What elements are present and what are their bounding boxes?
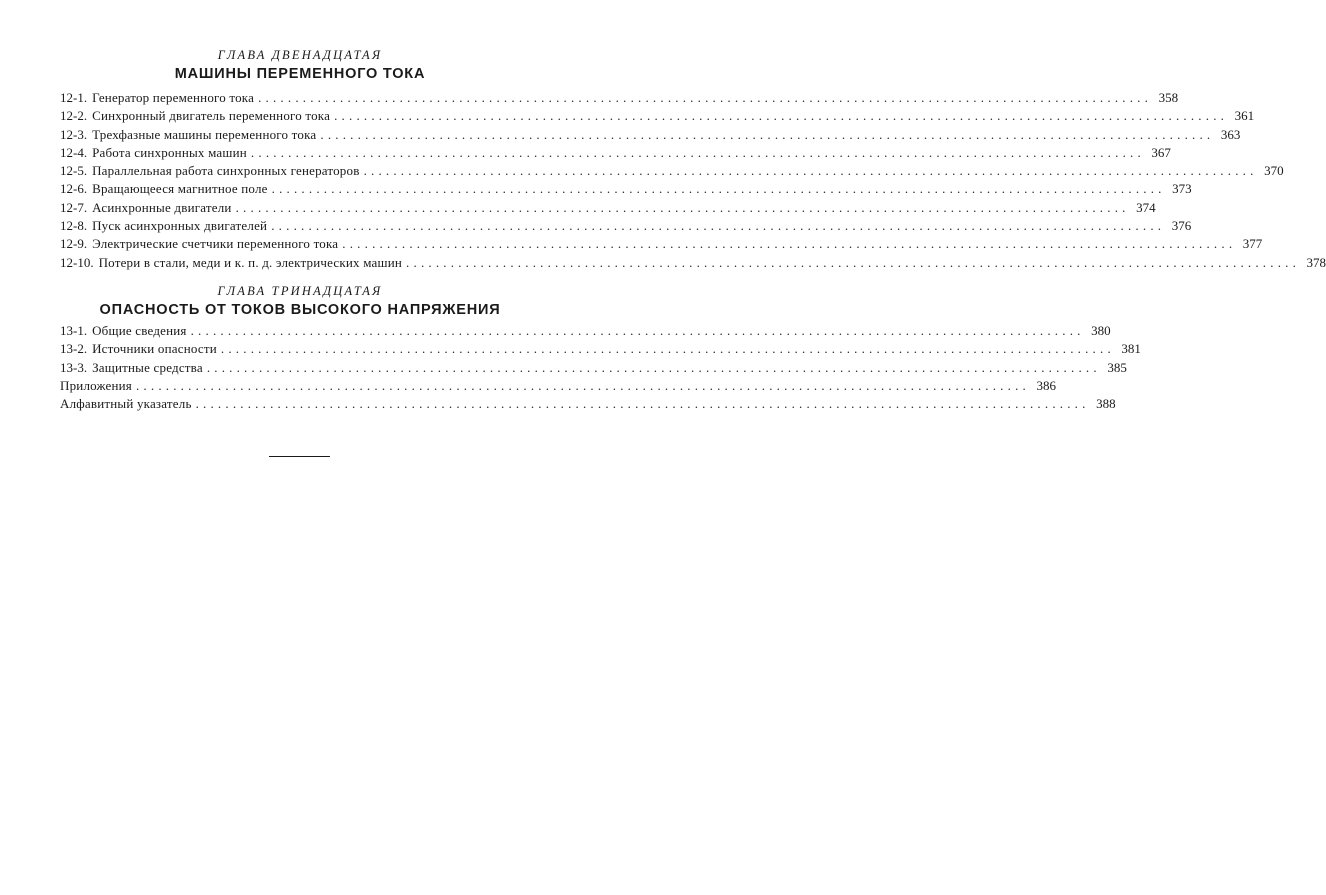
- toc-entry-number: 12-10.: [60, 254, 94, 270]
- toc-entry-page: 381: [1121, 341, 1141, 357]
- chapter-12-entries: [60, 89, 1326, 272]
- toc-dot-leader: ........................................................................................................................: [190, 323, 1085, 338]
- toc-entry: [60, 340, 1141, 358]
- toc-entry-title: Общие сведения: [92, 323, 187, 338]
- toc-entry-page: 361: [1234, 108, 1255, 124]
- toc-entry-page: 376: [1171, 218, 1192, 234]
- toc-dot-leader: ........................................................................................................................: [320, 126, 1215, 142]
- toc-entry-number: 12-5.: [60, 163, 88, 179]
- toc-entry-title: Параллельная работа синхронных генераторов: [92, 163, 360, 179]
- toc-entry-title: Электрические счетчики переменного тока: [92, 236, 339, 252]
- toc-dot-leader: ........................................................................................................................: [406, 254, 1301, 270]
- chapter-12-label: ГЛАВА ДВЕНАДЦАТАЯ: [217, 48, 383, 62]
- toc-dot-leader: ........................................................................................................................: [334, 108, 1229, 124]
- toc-dot-leader: ........................................................................................................................: [342, 236, 1237, 252]
- toc-entry: [60, 395, 1116, 413]
- toc-entry-title: Источники опасности: [92, 341, 217, 357]
- toc-entry: [60, 217, 1192, 235]
- toc-entry-page: 386: [1036, 377, 1056, 393]
- toc-entry: [60, 199, 1156, 217]
- toc-entry-title: Алфавитный указатель: [60, 396, 192, 412]
- toc-dot-leader: ........................................................................................................................: [235, 199, 1130, 215]
- toc-dot-leader: ........................................................................................................................: [195, 396, 1090, 412]
- toc-entry: [60, 107, 1255, 125]
- toc-entry-page: 358: [1158, 90, 1179, 105]
- toc-entry-page: 388: [1096, 396, 1116, 412]
- toc-dot-leader: ........................................................................................................................: [258, 90, 1153, 105]
- toc-entry-page: 373: [1172, 181, 1192, 197]
- end-rule: [269, 456, 330, 457]
- toc-entry-number: 12-3.: [60, 126, 88, 142]
- toc-entry-number: 12-4.: [60, 144, 88, 160]
- toc-entry: [60, 180, 1192, 198]
- toc-entry-title: Потери в стали, меди и к. п. д. электрических машин: [98, 254, 403, 270]
- chapter-13-title: ОПАСНОСТЬ ОТ ТОКОВ ВЫСОКОГО НАПРЯЖЕНИЯ: [99, 302, 501, 318]
- toc-dot-leader: ........................................................................................................................: [363, 163, 1258, 179]
- toc-entry-title: Защитные средства: [92, 359, 203, 375]
- toc-entry-number: 13-3.: [60, 359, 88, 375]
- toc-entry-number: 12-7.: [60, 199, 88, 215]
- toc-entry: [60, 89, 1179, 107]
- toc-entry-number: 12-6.: [60, 181, 88, 197]
- toc-dot-leader: ........................................................................................................................: [206, 359, 1101, 375]
- toc-entry-title: Генератор переменного тока: [92, 90, 255, 105]
- toc-entry-page: 385: [1107, 359, 1127, 375]
- chapter-13-entries: [60, 322, 1141, 413]
- chapter-12-title: МАШИНЫ ПЕРЕМЕННОГО ТОКА: [174, 66, 426, 82]
- toc-dot-leader: ........................................................................................................................: [271, 218, 1166, 234]
- toc-entry: [60, 162, 1284, 180]
- toc-entry-number: 12-2.: [60, 108, 88, 124]
- toc-entry: [60, 359, 1127, 377]
- toc-entry-number: 13-2.: [60, 341, 88, 357]
- toc-entry-page: 380: [1091, 323, 1111, 338]
- toc-entry-page: 370: [1264, 163, 1284, 179]
- toc-entry-title: Вращающееся магнитное поле: [92, 181, 268, 197]
- toc-entry-title: Синхронный двигатель переменного тока: [92, 108, 331, 124]
- toc-entry-page: 367: [1151, 144, 1171, 160]
- toc-entry: [60, 144, 1171, 162]
- toc-entry-page: 377: [1242, 236, 1263, 252]
- toc-dot-leader: ........................................................................................................................: [250, 144, 1145, 160]
- toc-entry: [60, 126, 1241, 144]
- toc-entry-title: Трехфазные машины переменного тока: [92, 126, 317, 142]
- toc-entry: [60, 235, 1263, 253]
- toc-entry: [60, 254, 1326, 272]
- toc-entry: [60, 322, 1111, 340]
- toc-entry-title: Пуск асинхронных двигателей: [92, 218, 268, 234]
- toc-entry-title: Приложения: [60, 377, 132, 393]
- toc-entry-page: 378: [1306, 254, 1326, 270]
- toc-dot-leader: ........................................................................................................................: [271, 181, 1166, 197]
- toc-dot-leader: ........................................................................................................................: [135, 377, 1030, 393]
- toc-entry-title: Работа синхронных машин: [92, 144, 247, 160]
- toc-entry-number: 13-1.: [60, 323, 88, 338]
- chapter-13-label: ГЛАВА ТРИНАДЦАТАЯ: [217, 284, 383, 298]
- toc-entry-number: 12-8.: [60, 218, 88, 234]
- toc-entry-number: 12-9.: [60, 236, 88, 252]
- toc-entry: [60, 377, 1056, 395]
- toc-dot-leader: ........................................................................................................................: [220, 341, 1115, 357]
- toc-entry-number: 12-1.: [60, 90, 88, 105]
- toc-entry-page: 374: [1136, 199, 1156, 215]
- toc-entry-page: 363: [1220, 126, 1241, 142]
- toc-entry-title: Асинхронные двигатели: [92, 199, 232, 215]
